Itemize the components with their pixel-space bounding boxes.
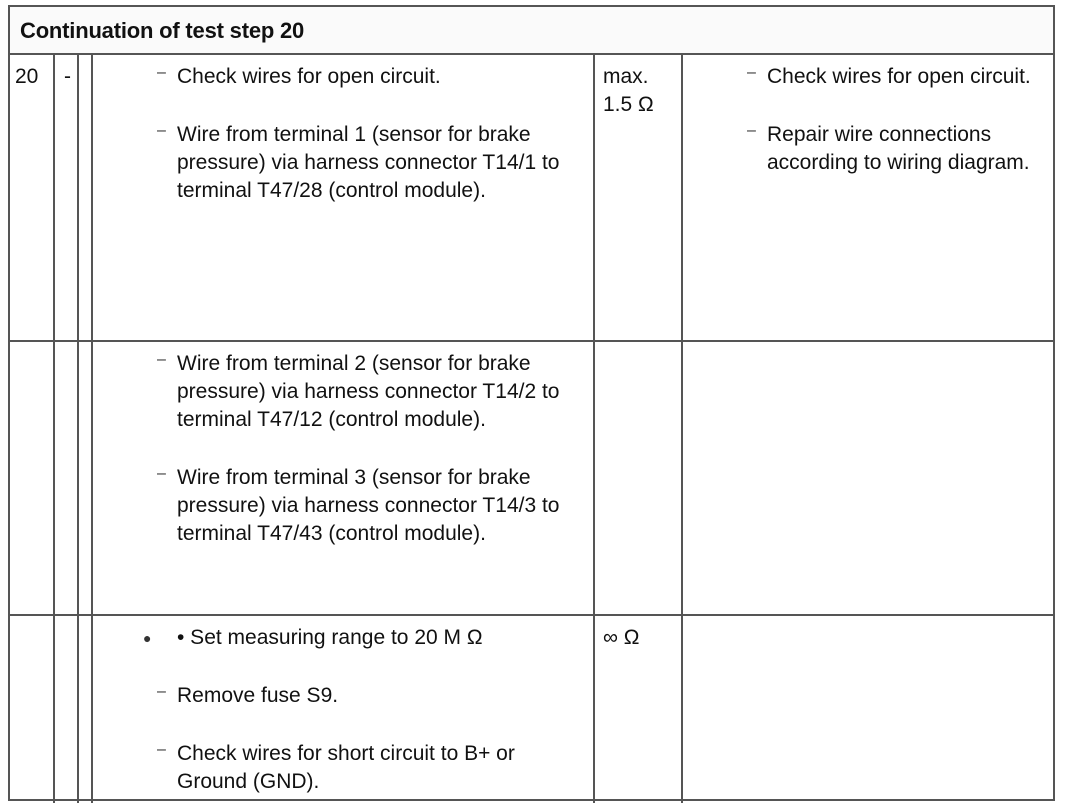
spacer-cell — [78, 341, 92, 615]
dash-icon: – — [157, 351, 166, 368]
spacer-cell — [78, 55, 92, 341]
spec-cell — [594, 341, 682, 615]
spec-cell — [594, 615, 682, 803]
dash-icon: – — [747, 64, 756, 81]
instruction-text: Wire from terminal 2 (sensor for brake pressure) via harness connector T14/2 to terminal T47/12 (control module). — [177, 352, 560, 431]
step-number-cell — [10, 615, 54, 803]
list-item — [157, 740, 589, 796]
instruction-text: Wire from terminal 3 (sensor for brake pressure) via harness connector T14/3 to terminal T47/43 (control module). — [177, 466, 560, 545]
test-step-page — [8, 5, 1055, 801]
dash-icon: – — [157, 122, 166, 139]
instruction-cell — [92, 341, 594, 615]
instruction-text: Check wires for short circuit to B+ or Ground (GND). — [177, 742, 515, 793]
list-item — [157, 464, 589, 548]
table-row — [10, 615, 1053, 803]
page-title: Continuation of test step 20 — [10, 7, 1053, 55]
instruction-text: Remove fuse S9. — [177, 684, 339, 707]
bullet-icon: ● — [143, 630, 152, 646]
list-item — [747, 121, 1047, 177]
dash-icon: – — [157, 683, 166, 700]
remedy-cell — [682, 341, 1053, 615]
list-item — [143, 624, 589, 652]
dash-icon: – — [157, 64, 166, 81]
spec-value: max. 1.5 Ω — [603, 65, 654, 116]
step-number: 20 — [15, 65, 39, 88]
remedy-text: Repair wire connections according to wiring diagram. — [767, 123, 1030, 174]
table-row — [10, 341, 1053, 615]
step-marker-cell — [54, 341, 78, 615]
instruction-text: • Set measuring range to 20 M Ω — [177, 626, 483, 649]
instruction-cell — [92, 615, 594, 803]
step-marker-cell — [54, 55, 78, 341]
list-item — [157, 121, 589, 205]
list-item — [747, 63, 1047, 91]
spec-value: ∞ Ω — [603, 626, 640, 649]
list-item — [157, 63, 589, 91]
list-item — [157, 350, 589, 434]
step-number-cell — [10, 55, 54, 341]
step-marker: - — [64, 65, 71, 88]
dash-icon: – — [157, 465, 166, 482]
instruction-cell — [92, 55, 594, 341]
remedy-text: Check wires for open circuit. — [767, 65, 1031, 88]
test-step-table — [10, 55, 1053, 803]
table-row — [10, 55, 1053, 341]
step-marker-cell — [54, 615, 78, 803]
dash-icon: – — [157, 741, 166, 758]
instruction-text: Check wires for open circuit. — [177, 65, 441, 88]
dash-icon: – — [747, 122, 756, 139]
list-item — [157, 682, 589, 710]
instruction-text: Wire from terminal 1 (sensor for brake pressure) via harness connector T14/1 to terminal T47/28 (control module). — [177, 123, 560, 202]
remedy-cell — [682, 615, 1053, 803]
remedy-cell — [682, 55, 1053, 341]
spec-cell — [594, 55, 682, 341]
spacer-cell — [78, 615, 92, 803]
step-number-cell — [10, 341, 54, 615]
